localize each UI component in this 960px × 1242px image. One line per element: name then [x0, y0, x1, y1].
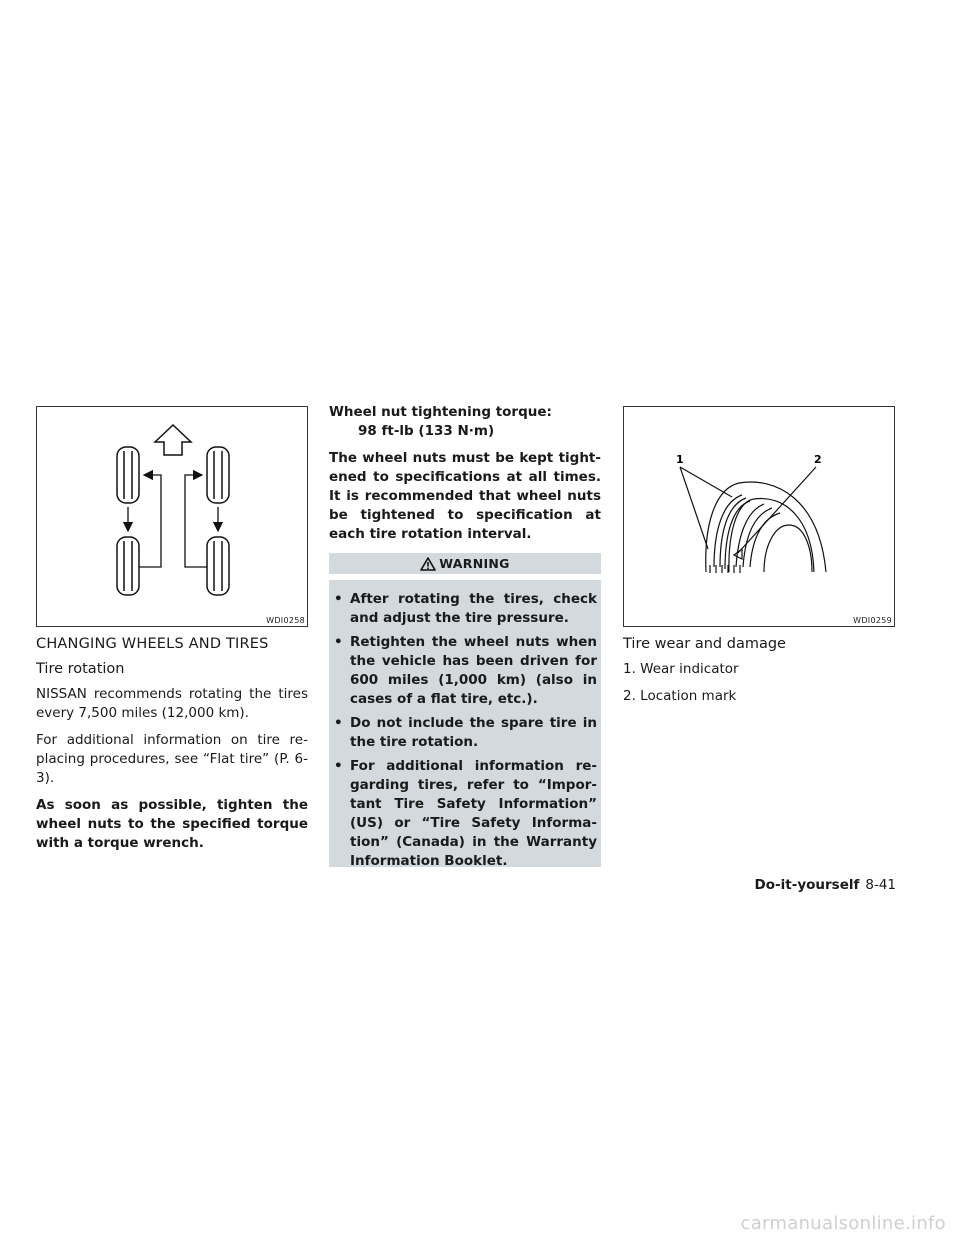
paragraph-bold: As soon as possible, tighten the wheel nuts to the specified torque with a torque wrench.: [36, 797, 308, 851]
warning-header: [329, 553, 601, 574]
warning-title: WARNING: [439, 556, 510, 571]
warning-item: • For additional information re- garding tires, refer to “Impor- tant Tire Safety Information” (US) or “Tire Safety Informa- tion” (Canada) in the Warranty Information Booklet.: [334, 758, 597, 869]
tire-rotation-diagram: [37, 407, 307, 626]
bullet: •: [334, 758, 343, 774]
torque-label: Wheel nut tightening torque:: [329, 404, 552, 420]
rotation-arrows: [128, 475, 218, 567]
label-1: 1: [676, 453, 684, 466]
tire-rotation-figure: [36, 406, 308, 627]
subheading-tire-wear: Tire wear and damage: [623, 636, 786, 652]
watermark: carmanualsonline.info: [740, 1213, 946, 1234]
left-column: [36, 636, 308, 861]
torque-note: The wheel nuts must be kept tight- ened to specifications at all times. It is recommended that wheel nuts be tightened to specification at each tire rotation interval.: [329, 450, 601, 542]
middle-column: [329, 403, 601, 552]
tire-front-right: [207, 447, 229, 503]
bullet: •: [334, 715, 343, 731]
bullet: •: [334, 591, 343, 607]
tire-wear-figure: [623, 406, 895, 627]
tire-rear-right: [207, 537, 229, 595]
paragraph: NISSAN recommends rotating the tires every 7,500 miles (12,000 km).: [36, 686, 308, 721]
footer-section: Do-it-yourself: [754, 877, 860, 893]
bullet: •: [334, 634, 343, 650]
warning-item: • After rotating the tires, check and adjust the tire pressure.: [334, 591, 597, 626]
paragraph: For additional information on tire re- placing procedures, see “Flat tire” (P. 6-3).: [36, 732, 308, 786]
list-item: 1. Wear indicator: [623, 661, 739, 677]
tire-rear-left: [117, 537, 139, 595]
figure-code: WDI0259: [853, 616, 892, 625]
tire-front-left: [117, 447, 139, 503]
forward-arrow-icon: [155, 425, 191, 455]
label-2: 2: [814, 453, 822, 466]
section-title: CHANGING WHEELS AND TIRES: [36, 636, 269, 652]
page-number: 8-41: [865, 877, 896, 893]
tire-wear-diagram: [624, 407, 894, 626]
subheading-tire-rotation: Tire rotation: [36, 661, 125, 677]
warning-box: [329, 580, 601, 867]
right-column: [623, 636, 895, 714]
warning-item: • Retighten the wheel nuts when the vehicle has been driven for 600 miles (1,000 km) (also in cases of a flat tire, etc.).: [334, 634, 597, 707]
torque-value: 98 ft-lb (133 N·m): [358, 423, 495, 439]
page-footer: [755, 877, 896, 893]
figure-code: WDI0258: [266, 616, 305, 625]
list-item: 2. Location mark: [623, 688, 737, 704]
warning-icon: [420, 557, 436, 571]
warning-item: • Do not include the spare tire in the tire rotation.: [334, 715, 597, 750]
